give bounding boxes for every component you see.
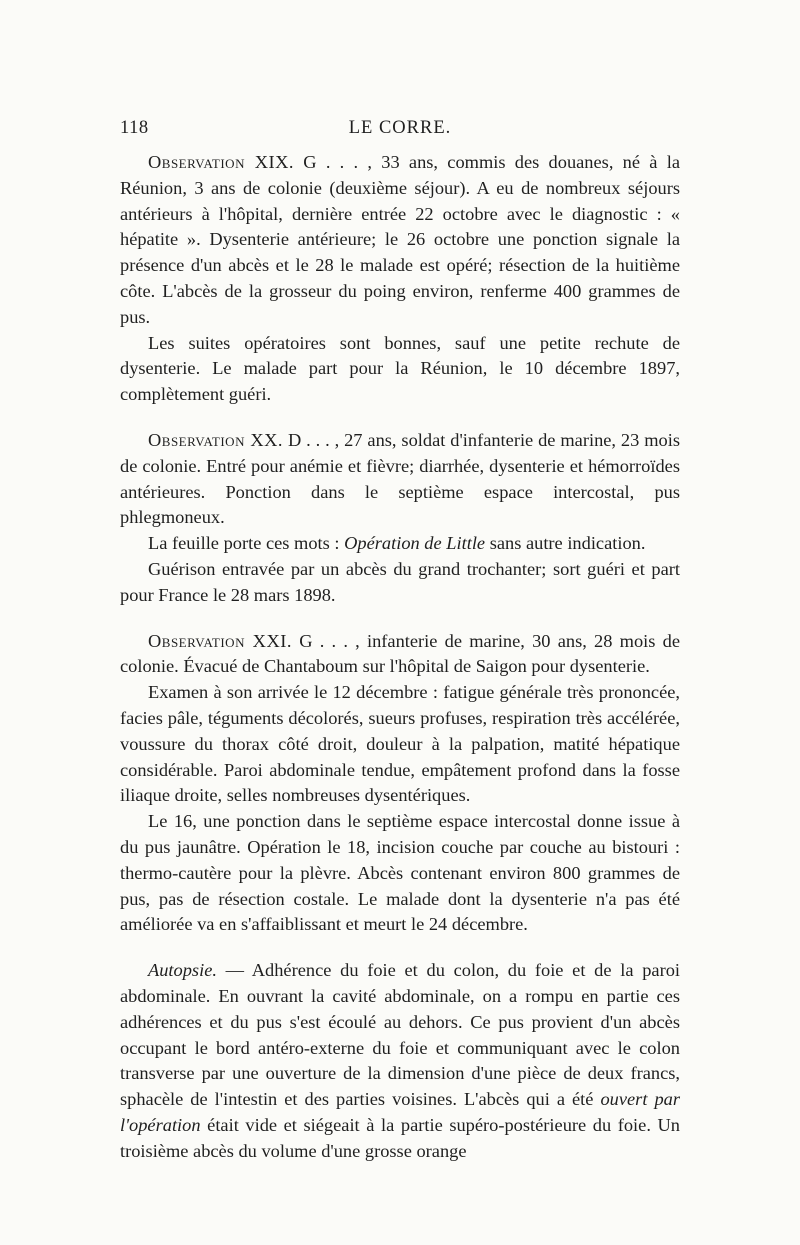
running-head: LE CORRE. [348, 118, 452, 138]
autopsy-paragraph [120, 958, 680, 1164]
observation-20-text-1: D . . . , 27 ans, soldat d'infanterie de marine, 23 mois de colonie. Entré pour anémie et fièvre; diarrhée, dysenterie et hémorroïdes antérieures. Ponction dans le septième espace intercostal, pus phlegmoneux. [120, 429, 680, 528]
observation-21-paragraph-3: Le 16, une ponction dans le septième espace intercostal donne issue à du pus jaunâtre. Opération le 18, incision couche par couche au bistouri : thermo-cautère pour la plèvre. Abcès contenant environ 800 grammes de pus, pas de résection costale. Le malade dont la dysenterie n'a pas été améliorée va en s'affaiblissant et meurt le 24 décembre. [120, 811, 680, 935]
observation-20-text-2b: sans autre indication. [485, 533, 646, 554]
observation-20-paragraph-1 [120, 428, 680, 531]
observation-19-paragraph-2: Les suites opératoires sont bonnes, sauf une petite rechute de dysenterie. Le malade part pour la Réunion, le 10 décembre 1897, complètement guéri. [120, 332, 680, 405]
observation-19-label: Observation XIX. [148, 152, 295, 172]
autopsy-text-1: — Adhérence du foie et du colon, du foie et de la paroi abdominale. En ouvrant la cavité abdominale, on a rompu en partie ces adhérences et du pus s'est écoulé au dehors. Ce pus provient d'un abcès occupant le bord antéro-externe du foie et communiquant avec le colon transverse par une ouverture de la dimension d'une pièce de deux francs, sphacèle de l'intestin et des parties voisines. L'abcès qui a été [120, 960, 680, 1110]
page-number: 118 [120, 118, 149, 138]
observation-19 [120, 150, 680, 408]
observation-20 [120, 428, 680, 609]
section-gap [120, 609, 680, 629]
observation-21-label: Observation XXI. [148, 630, 292, 651]
observation-20-paragraph-3: Guérison entravée par un abcès du grand trochanter; sort guéri et part pour France le 28 mars 1898. [120, 558, 680, 605]
observation-20-text-2a: La feuille porte ces mots : [148, 533, 345, 554]
autopsy-italic-phrase: ouvert par l'opération [120, 1089, 680, 1135]
observation-21 [120, 629, 680, 939]
observation-21-text-1: G . . . , infanterie de marine, 30 ans, 28 mois de colonie. Évacué de Chantaboum sur l'hôpital de Saigon pour dysenterie. [120, 630, 680, 677]
autopsy-label: Autopsie. [148, 960, 217, 981]
autopsy-section [120, 958, 680, 1164]
observation-21-paragraph-1 [120, 629, 680, 681]
observation-19-paragraph-1 [120, 150, 680, 331]
observation-20-paragraph-2 [120, 531, 680, 557]
section-gap [120, 408, 680, 428]
autopsy-text-2: était vide et siégeait à la partie supéro-postérieure du foie. Un troisième abcès du volume d'une grosse orange [120, 1114, 680, 1161]
observation-21-paragraph-2: Examen à son arrivée le 12 décembre : fatigue générale très prononcée, facies pâle, téguments décolorés, sueurs profuses, respiration très accélérée, voussure du thorax côté droit, douleur à la palpation, matité hépatique considérable. Paroi abdominale tendue, empâtement profond dans la fosse iliaque droite, selles nombreuses dysentériques. [120, 682, 680, 806]
page-header [120, 118, 680, 150]
operation-de-little: Opération de Little [344, 533, 486, 554]
observation-19-text-1: G . . . , 33 ans, commis des douanes, né à la Réunion, 3 ans de colonie (deuxième séjour). A eu de nombreux séjours antérieurs à l'hôpital, dernière entrée 22 octobre avec le diagnostic : « hépatite ». Dysenterie antérieure; le 26 octobre une ponction signale la présence d'un abcès et le 28 le malade est opéré; résection de la huitième côte. L'abcès de la grosseur du poing environ, renferme 400 grammes de pus. [120, 152, 680, 327]
observation-20-label: Observation XX. [148, 429, 284, 450]
book-page [120, 118, 680, 1164]
section-gap [120, 938, 680, 958]
